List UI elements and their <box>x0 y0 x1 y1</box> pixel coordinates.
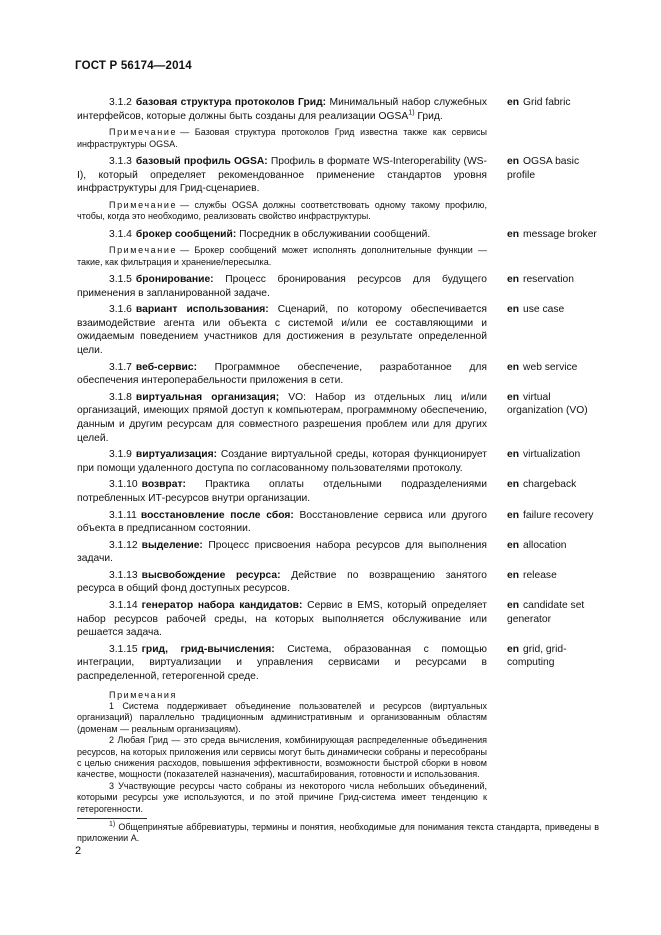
en-term: grid, grid-computing <box>507 643 567 669</box>
term-definition <box>77 478 487 505</box>
term-title: выделение: <box>141 539 203 551</box>
term-number: 3.1.14 <box>109 600 138 612</box>
en-prefix: en <box>507 569 520 581</box>
en-term: virtualization <box>523 449 581 461</box>
en-term: message broker <box>523 228 597 240</box>
term-definition <box>77 391 487 445</box>
term-number: 3.1.4 <box>109 228 132 240</box>
term-entry <box>77 303 599 357</box>
english-equivalent <box>507 155 602 182</box>
term-text: Система, образованная с помощью интеграции, виртуализации и управления сервисами и ресурсами в распределенной, гетерогенной среде. <box>77 643 487 683</box>
term-text: Действие по возвращению занятого ресурса в общий фонд доступных ресурсов. <box>77 569 487 595</box>
term-entry <box>77 569 599 596</box>
term-entry <box>77 361 599 388</box>
footnote-mark: 1) <box>109 821 116 828</box>
term-definition <box>77 539 487 566</box>
en-prefix: en <box>507 391 520 403</box>
term-definition <box>77 509 487 536</box>
term-title: базовый профиль OGSA: <box>135 156 268 167</box>
en-term: virtual organization (VO) <box>507 391 588 417</box>
english-equivalent <box>507 478 602 492</box>
term-entry <box>77 228 599 242</box>
english-equivalent <box>507 509 602 523</box>
note-item-2: 2 Любая Грид — это среда вычисления, комбинирующая распределенные объединения ресурсов, на которых приложения или сервисы могут быть динамически собраны и пересобраны с целью снижения расходов, повышения эффективности, возможности быстрой сборки в новом качестве, мощности (показателей назначения), масштабирования, готовности и использования. <box>77 735 487 780</box>
english-equivalent <box>507 303 602 317</box>
english-equivalent <box>507 448 602 462</box>
term-number: 3.1.2 <box>109 97 132 108</box>
note-item-1: 1 Система поддерживает объединение пользователей и ресурсов (виртуальных организаций) параллельно традиционным административным и организованным областям (доменам — реальным организациям). <box>77 701 487 734</box>
term-title: возврат: <box>141 479 186 491</box>
terms-list <box>77 96 599 815</box>
english-equivalent <box>507 569 602 583</box>
term-definition <box>77 155 487 196</box>
en-term: OGSA basic profile <box>507 156 580 181</box>
term-title: бронирование: <box>135 274 214 285</box>
term-definition <box>77 569 487 596</box>
term-title: базовая структура протоколов Грид: <box>135 97 327 108</box>
english-equivalent <box>507 273 602 287</box>
english-equivalent <box>507 96 602 110</box>
en-prefix: en <box>507 97 520 108</box>
en-term: Grid fabric <box>523 97 571 108</box>
term-entry <box>77 273 599 300</box>
en-term: candidate set generator <box>507 600 585 625</box>
term-title: грид, грид-вычисления: <box>141 643 275 655</box>
term-title: высвобождение ресурса: <box>141 569 281 581</box>
term-definition <box>77 303 487 357</box>
term-definition <box>77 228 487 242</box>
english-equivalent <box>507 599 602 626</box>
en-prefix: en <box>507 304 520 316</box>
term-number: 3.1.15 <box>109 643 138 655</box>
term-text: VO: Набор из отдельных лиц и/или организаций, имеющих прямой доступ к компьютерам, программному обеспечению, данным и другим ресурсам для совместного разрешения проблем или для других целей. <box>77 391 487 444</box>
term-entry <box>77 96 599 123</box>
term-entry <box>77 599 599 640</box>
term-number: 3.1.8 <box>109 391 132 403</box>
note-item-3: 3 Участвующие ресурсы часто собраны из некоторого числа небольших объединений, которыми ресурсы уже используются, и по этой причине Грид-система имеет тенденцию к гетерогенности. <box>77 780 487 814</box>
note-text: — службы OGSA должны соответствовать одному такому профилю, чтобы, когда это необходимо, реализовать свойство инфраструктуры. <box>77 199 487 222</box>
en-prefix: en <box>507 600 520 612</box>
term-title: веб-сервис: <box>135 361 198 373</box>
english-equivalent <box>507 643 602 670</box>
term-definition <box>77 599 487 640</box>
term-number: 3.1.7 <box>109 361 132 373</box>
note <box>77 245 487 268</box>
term-title: восстановление после сбоя: <box>140 509 294 521</box>
note-text: — Брокер сообщений может исполнять дополнительные функции — такие, как фильтрация и хранение/пересылка. <box>77 245 487 267</box>
term-text: Профиль в формате WS-Interoperability (WS-I), который определяет рекомендованное применение стандартов уровня инфраструктуры для Грид-сценариев. <box>77 156 487 195</box>
english-equivalent <box>507 539 602 553</box>
en-term: use case <box>523 304 565 316</box>
term-text: Посредник в обслуживании сообщений. <box>239 228 431 240</box>
note-label: Примечание <box>109 127 178 138</box>
en-prefix: en <box>507 228 520 240</box>
term-definition <box>77 448 487 475</box>
note <box>77 200 487 223</box>
term-title: брокер сообщений: <box>135 228 237 240</box>
term-text-end: Грид. <box>414 110 443 122</box>
en-term: failure recovery <box>523 509 594 521</box>
term-number: 3.1.10 <box>109 479 138 491</box>
term-number: 3.1.12 <box>109 539 138 551</box>
term-entry <box>77 509 599 536</box>
footnote-ref: 1) <box>408 109 415 117</box>
term-text: Создание виртуальной среды, которая функционирует при помощи удаленного доступа по согласованному пользователями протоколу. <box>77 449 487 474</box>
term-title: генератор набора кандидатов: <box>141 600 303 612</box>
term-entry <box>77 539 599 566</box>
footnote <box>77 822 599 845</box>
term-text: Сценарий, по которому обеспечивается взаимодействие агента или объекта с системой и/или ее составляющими и ожидаемым поведением участников для достижения в результате определенной цели. <box>77 304 487 356</box>
term-entry <box>77 391 599 445</box>
term-number: 3.1.3 <box>109 156 132 167</box>
en-prefix: en <box>507 479 520 491</box>
term-definition <box>77 361 487 388</box>
term-text: Сервис в EMS, который определяет набор ресурсов рабочей среды, на которых выполняется обслуживание или решается задача. <box>77 600 487 639</box>
en-term: reservation <box>523 274 574 285</box>
english-equivalent <box>507 361 602 375</box>
notes-title: Примечания <box>109 689 177 700</box>
term-number: 3.1.11 <box>109 509 137 521</box>
en-prefix: en <box>507 643 520 655</box>
note <box>77 127 487 150</box>
term-text: Восстановление сервиса или другого объекта в предписанном состоянии. <box>77 509 487 535</box>
term-definition <box>77 643 487 684</box>
term-entry <box>77 448 599 475</box>
term-title: вариант использования: <box>135 304 269 316</box>
term-entry <box>77 478 599 505</box>
term-text: Процесс присвоения набора ресурсов для выполнения задачи. <box>77 539 487 565</box>
en-term: web service <box>523 361 578 373</box>
term-number: 3.1.6 <box>109 304 132 316</box>
standard-header: ГОСТ Р 56174—2014 <box>75 60 192 72</box>
english-equivalent <box>507 228 602 242</box>
term-definition <box>77 273 487 300</box>
en-prefix: en <box>507 361 520 373</box>
term-entry <box>77 155 599 196</box>
en-term: chargeback <box>523 479 577 491</box>
term-entry <box>77 643 599 684</box>
footnote-text: Общепринятые аббревиатуры, термины и понятия, необходимые для понимания текста стандарта, приведены в приложении А. <box>77 822 599 844</box>
en-term: release <box>523 569 557 581</box>
term-definition <box>77 96 487 123</box>
term-text: Практика оплаты отдельными подразделениями потребленных ИТ-ресурсов внутри организации. <box>77 479 487 504</box>
en-term: allocation <box>523 539 567 551</box>
note-label: Примечание <box>109 199 178 210</box>
term-number: 3.1.9 <box>109 449 132 461</box>
en-prefix: en <box>507 509 520 521</box>
term-text: Программное обеспечение, разработанное для обеспечения интероперабельности приложения в сети. <box>77 361 487 387</box>
en-prefix: en <box>507 539 520 551</box>
term-number: 3.1.5 <box>109 274 132 285</box>
english-equivalent <box>507 391 602 418</box>
term-text: Минимальный набор служебных интерфейсов, которые должны быть созданы для реализации OGSA <box>77 97 487 122</box>
en-prefix: en <box>507 274 520 285</box>
term-text: Процесс бронирования ресурсов для будущего применения в запланированной задаче. <box>77 274 487 299</box>
footnote-divider <box>77 818 147 819</box>
term-title: виртуальная организация; <box>135 391 280 403</box>
en-prefix: en <box>507 156 520 167</box>
note-label: Примечание <box>109 245 178 256</box>
term-number: 3.1.13 <box>109 569 138 581</box>
note-text: — Базовая структура протоколов Грид известна также как сервисы инфраструктуры OGSA. <box>77 127 487 149</box>
page-number: 2 <box>75 845 82 857</box>
term-title: виртуализация: <box>135 449 218 461</box>
en-prefix: en <box>507 449 520 461</box>
